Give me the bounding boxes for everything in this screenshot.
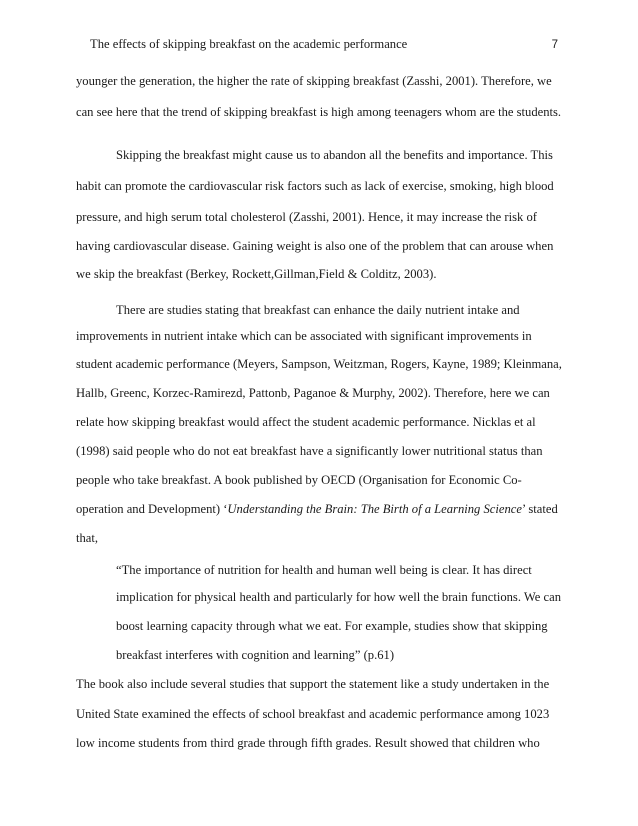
block-quote-line: implication for physical health and particularly for how well the brain functions. We can [116, 590, 561, 604]
text-run: ’ stated [521, 502, 558, 516]
text-run: operation and Development) ‘ [76, 502, 228, 516]
text-line: student academic performance (Meyers, Sampson, Weitzman, Rogers, Kayne, 1989; Kleinmana, [76, 357, 562, 371]
text-line: (1998) said people who do not eat breakfast have a significantly lower nutritional status than [76, 444, 543, 458]
text-line: The book also include several studies that support the statement like a study undertaken in the [76, 677, 550, 691]
running-header [90, 37, 558, 57]
paragraph-start: There are studies stating that breakfast can enhance the daily nutrient intake and [116, 303, 520, 317]
text-line: improvements in nutrient intake which can be associated with significant improvements in [76, 329, 532, 343]
text-line: younger the generation, the higher the rate of skipping breakfast (Zasshi, 2001). Therefore, we [76, 74, 552, 88]
page-number: 7 [551, 39, 558, 51]
text-line: Hallb, Greenc, Korzec-Ramirezd, Pattonb, Paganoe & Murphy, 2002). Therefore, here we can [76, 386, 550, 400]
text-line: low income students from third grade through fifth grades. Result showed that children who [76, 736, 540, 750]
text-line: United State examined the effects of school breakfast and academic performance among 1023 [76, 707, 550, 721]
text-line: can see here that the trend of skipping breakfast is high among teenagers whom are the students. [76, 105, 562, 119]
block-quote-line: breakfast interferes with cognition and learning” (p.61) [116, 648, 395, 662]
block-quote-line: boost learning capacity through what we eat. For example, studies show that skipping [116, 619, 548, 633]
block-quote-line: “The importance of nutrition for health and human well being is clear. It has direct [116, 563, 532, 577]
text-line: people who take breakfast. A book published by OECD (Organisation for Economic Co- [76, 473, 522, 487]
book-title: Understanding the Brain: The Birth of a Learning Science [227, 502, 522, 516]
text-line: having cardiovascular disease. Gaining weight is also one of the problem that can arouse when [76, 239, 554, 253]
text-line: relate how skipping breakfast would affect the student academic performance. Nicklas et al [76, 415, 536, 429]
text-line [76, 501, 558, 517]
paragraph-start: Skipping the breakfast might cause us to abandon all the benefits and importance. This [116, 148, 553, 162]
header-title: The effects of skipping breakfast on the academic performance [90, 37, 408, 51]
text-line: habit can promote the cardiovascular risk factors such as lack of exercise, smoking, high blood [76, 179, 554, 193]
text-line: pressure, and high serum total cholesterol (Zasshi, 2001). Hence, it may increase the risk of [76, 210, 537, 224]
text-line: we skip the breakfast (Berkey, Rockett,Gillman,Field & Colditz, 2003). [76, 267, 437, 281]
text-line: that, [76, 531, 99, 545]
